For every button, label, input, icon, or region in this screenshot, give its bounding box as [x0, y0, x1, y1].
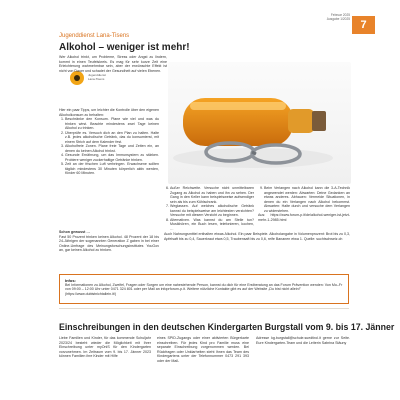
article-column-2	[164, 186, 254, 231]
article-intro: Wer Alkohol trinkt, um Probleme, Stress oder Angst zu lindern, kommt in einen Teufelskreis. Es mag für sehr kurze Zeit eine Erleichterung wahrnehmbar sein, aber der erwünschte Effekt ist nicht von Dauer und schadet der Gesundheit auf vielen Ebenen.	[59, 55, 167, 73]
issue-line: Ausgabe 1/2025	[326, 17, 350, 21]
next-article-col-2: eines SPID-Zugangs oder einer aktivierten Bürgerkarte einschreiben. Für jedes Kind pro Familie muss eine separate Einschreibung vorgenommen werden. Bei Rückfragen oder Unklarheiten steht Ihnen das Team des Kindergartens unter der Telefonnummer 0473 291 393 oder der Mail-	[157, 336, 249, 363]
issue-info	[314, 13, 350, 21]
tip-item: 5. Zeit an der frischen Luft verbringen. Erwachsene sollten täglich mindestens 30 Minuten körperlich aktiv werden, Kinder 60 Minuten.	[65, 162, 159, 176]
article-kicker: Jugenddienst Lana-Tisens	[59, 33, 130, 39]
tip-item: 3. Alkoholfreie Zonen. Plane freie Tage und Zeiten ein, an denen du keinen Alkohol trinkst.	[65, 144, 159, 153]
tip-item: 1. Beschränke den Konsum. Plane wie viel und was du trinken wirst. Beachte mindestens zwei Tage keinen Alkohol zu trinken.	[65, 117, 159, 131]
next-article-col-1: Liebe Familien und Kinder, für das kommende Schuljahr 2023/24 besteht wieder die Möglichkeit mit Ihrer Einschreibung unter myOnlS für den Kindergarten vorzunehmen. Im Zeitraum vom 9. bis 17. Jänner 2023 können Familien ihre Kinder mit Hilfe	[59, 336, 151, 358]
issue-line: Februar 2025	[330, 13, 350, 17]
tip-item: 4. Gesunde Ernährung, um das Immunsystem zu stärken. Probiere weniger zuckerhaltige Getränke trinken.	[65, 153, 159, 162]
tips-list-continued	[164, 186, 254, 231]
info-box	[59, 274, 349, 304]
next-article-col-3: Adresse kg.burgstall@schule.suedtirol.it gerne zur Seite. Eure Kindergarten-Team und die Leiterin Sabrina Stäuny	[256, 336, 350, 345]
article-section-2: Schon gewusst … Fast 50 Prozent trinken keinen Alkohol. 48 Prozent der 18 bis 24-Jährigen der sogenannten Generation Z gaben in bei einer Online-Umfrage des Meinungsforschungsinstitutes YouGov an, gar keinen Alkohol zu trinken.	[59, 230, 159, 252]
logo-caption: Jugenddienst Lana-Tisens	[88, 73, 106, 81]
tip-item: 9. Beim Verlangen nach Alkohol kann die 3-A-Technik angewendet werden: Abwarten: Deine Gedanken an etwas anderes. Abhauen: Vermeide Situationen, in denen du ein Verlangen nach Alkohol bekommst. Abwarten: Halte durch und versuche dem Verlangen zu widerstehen.	[264, 186, 350, 213]
info-label: Infos:	[65, 278, 76, 283]
tips-list-continued	[258, 186, 350, 213]
jugenddienst-logo-icon	[68, 71, 88, 87]
article-column-3	[258, 186, 350, 222]
section-heading: Schon gewusst …	[59, 230, 90, 234]
article-title: Alkohol – weniger ist mehr!	[59, 42, 190, 53]
bottle-neck	[288, 109, 314, 133]
tip-item: 7. Weglassen. Auf welches alkoholische Getränk kannst du beispielsweise am leichtesten verzichten? Versuche mit diesem Verzicht zu beginnen.	[170, 204, 254, 218]
tips-list	[59, 117, 159, 176]
source-note: Aus: https://www.forum-p.it/de/alkohol-weniger-ist-jetzt-mehr-1-2985.html	[258, 213, 350, 222]
article-column-1	[59, 108, 159, 176]
next-article-title: Einschreibungen in den deutschen Kindergarten Burgstall vom 9. bis 17. Jänner	[59, 322, 395, 332]
tip-item: 8. Alternativen. Was kannst du am Stelle tun? Musikhören, ein Buch lesen, telefonieren, kochen, …	[170, 218, 254, 232]
section-divider	[59, 308, 349, 309]
tips-intro: Hier ein paar Tipps, um leichter die Kontrolle über den eigenen Alkoholkonsum zu behalten:	[59, 108, 159, 117]
bottle-handcuffs-illustration	[168, 62, 351, 184]
bottle-cork	[312, 111, 326, 131]
page-number-badge: 7	[352, 16, 375, 34]
bottle-handcuffs-photo	[168, 62, 351, 184]
article-section-3: Auch Nahrungsmittel enthalten etwas Alkohol. Ein paar Beispiele. Alkoholangabe in Volumenprozent: Brot bis zu 0,3, Apfelsaft bis zu 0,4, Sauerkraut etwa 0,5, Traubensaft bis zu 0,6, reife Bananen etwa 1. Quelle: suchtschweiz.ch	[164, 232, 350, 241]
info-text: Bei Informationen zu Alkohol, Zweifel, Fragen oder Sorgen um eine nahestehende Person, kannst du dich für eine Erstberatung an das Forum Prävention wenden: Von Mo–Fr von 09:00 – 12:00 Uhr unter 0471 324 801 oder per Mail an infoprforum-p.it. Weitere nützliche Kontakte gibt es auf der Website „Du bist nicht allein!" (https://www.dubistnichtallein.it/)	[65, 283, 343, 296]
tip-item: 2. Überprüfe es. Versuch dich an den Plan zu halten. Halte z.B. jedes alkoholische Getränk, das du konsumierst, mit einem Strich auf dem Kalender fest.	[65, 131, 159, 145]
tip-item: 6. Außer Reichweite. Versuche nicht unmittelbaren Zugang zu Alkohol zu haben und ihn zu sehen. Der Gang in den Keller kann beispielsweise aufwendiger sein als bis zum Kühlschrank.	[170, 186, 254, 204]
